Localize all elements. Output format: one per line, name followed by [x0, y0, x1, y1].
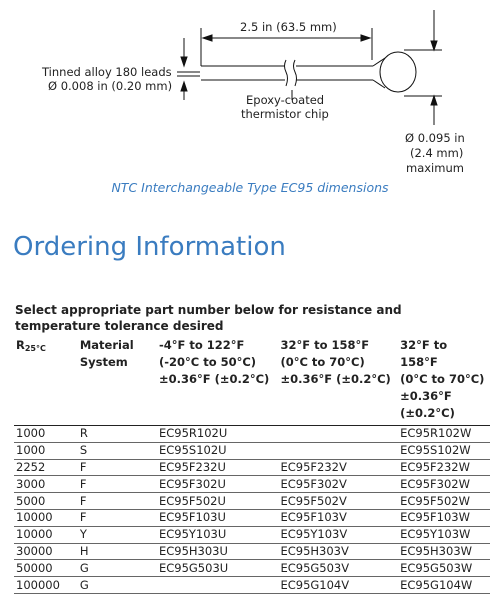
table-cell: F: [78, 509, 157, 526]
table-cell: EC95F502U: [157, 493, 278, 510]
table-header-row: [14, 337, 490, 426]
part-number-table: [14, 337, 490, 594]
table-cell: Y: [78, 526, 157, 543]
table-cell: 10000: [14, 509, 78, 526]
table-cell: EC95Y103W: [398, 526, 490, 543]
dim-arrow-left: [203, 35, 212, 41]
table-cell: 2252: [14, 459, 78, 476]
chip-label-line2: thermistor chip: [241, 107, 329, 121]
instructions-text: Select appropriate part number below for resistance and temperature tolerance desired: [15, 303, 402, 333]
table-cell: EC95F103U: [157, 509, 278, 526]
table-cell: F: [78, 493, 157, 510]
diameter-label-line3: maximum: [406, 161, 464, 175]
table-row: [14, 526, 490, 543]
table-cell: EC95F302U: [157, 476, 278, 493]
table-cell: EC95S102W: [398, 442, 490, 459]
table-cell: G: [78, 577, 157, 594]
leads-label-line2: Ø 0.008 in (0.20 mm): [48, 79, 173, 93]
table-cell: EC95F232V: [278, 459, 398, 476]
table-cell: 3000: [14, 476, 78, 493]
table-cell: EC95H303V: [278, 543, 398, 560]
header-range-3: 32°F to 158°F (0°C to 70°C) ±0.36°F (±0.2°C): [400, 338, 485, 420]
table-cell: EC95G503V: [278, 560, 398, 577]
table-cell: EC95F302V: [278, 476, 398, 493]
table-cell: EC95F232W: [398, 459, 490, 476]
page-heading: Ordering Information: [13, 232, 286, 262]
table-row: [14, 459, 490, 476]
table-cell: 1000: [14, 426, 78, 443]
table-cell: EC95Y103V: [278, 526, 398, 543]
chip-label-line1: Epoxy-coated: [246, 93, 325, 107]
dim-arrow-right: [361, 35, 370, 41]
table-cell: EC95Y103U: [157, 526, 278, 543]
table-cell: 30000: [14, 543, 78, 560]
table-cell: EC95G503U: [157, 560, 278, 577]
diameter-label-line2: (2.4 mm): [410, 146, 464, 160]
table-cell: EC95G503W: [398, 560, 490, 577]
table-row: [14, 543, 490, 560]
header-range-2: 32°F to 158°F (0°C to 70°C) ±0.36°F (±0.2°C): [280, 338, 391, 386]
table-row: [14, 442, 490, 459]
table-cell: EC95F103W: [398, 509, 490, 526]
diameter-label-line1: Ø 0.095 in: [405, 131, 465, 145]
header-range-1: -4°F to 122°F (-20°C to 50°C) ±0.36°F (±0.2°C): [158, 338, 270, 386]
table-row: [14, 560, 490, 577]
table-cell: R: [78, 426, 157, 443]
table-cell: EC95R102W: [398, 426, 490, 443]
table-row: [14, 509, 490, 526]
table-cell: EC95G104V: [278, 577, 398, 594]
table-row: [14, 493, 490, 510]
figure-caption: NTC Interchangeable Type EC95 dimensions: [111, 180, 389, 195]
table-cell: G: [78, 560, 157, 577]
table-row: [14, 426, 490, 443]
table-cell: 5000: [14, 493, 78, 510]
header-resistance: R25°C: [16, 338, 46, 353]
dimension-diagram: [0, 0, 500, 200]
table-cell: EC95S102U: [157, 442, 278, 459]
table-cell: EC95F502V: [278, 493, 398, 510]
table-cell: S: [78, 442, 157, 459]
table-cell: 10000: [14, 526, 78, 543]
table-cell: EC95R102U: [157, 426, 278, 443]
table-cell: 100000: [14, 577, 78, 594]
table-cell: EC95F302W: [398, 476, 490, 493]
table-cell: [157, 577, 278, 594]
table-cell: EC95F232U: [157, 459, 278, 476]
table-row: [14, 577, 490, 594]
table-cell: 50000: [14, 560, 78, 577]
table-cell: EC95H303U: [157, 543, 278, 560]
length-dimension-label: 2.5 in (63.5 mm): [240, 20, 337, 34]
table-cell: [278, 426, 398, 443]
leads-label-line1: Tinned alloy 180 leads: [42, 65, 172, 79]
table-cell: 1000: [14, 442, 78, 459]
table-cell: H: [78, 543, 157, 560]
thermistor-bead: [380, 52, 416, 92]
table-cell: F: [78, 476, 157, 493]
header-material: Material System: [79, 338, 134, 369]
table-cell: [278, 442, 398, 459]
table-cell: EC95H303W: [398, 543, 490, 560]
table-cell: EC95F502W: [398, 493, 490, 510]
table-cell: F: [78, 459, 157, 476]
table-row: [14, 476, 490, 493]
table-cell: EC95G104W: [398, 577, 490, 594]
table-cell: EC95F103V: [278, 509, 398, 526]
table-body: [14, 426, 490, 594]
